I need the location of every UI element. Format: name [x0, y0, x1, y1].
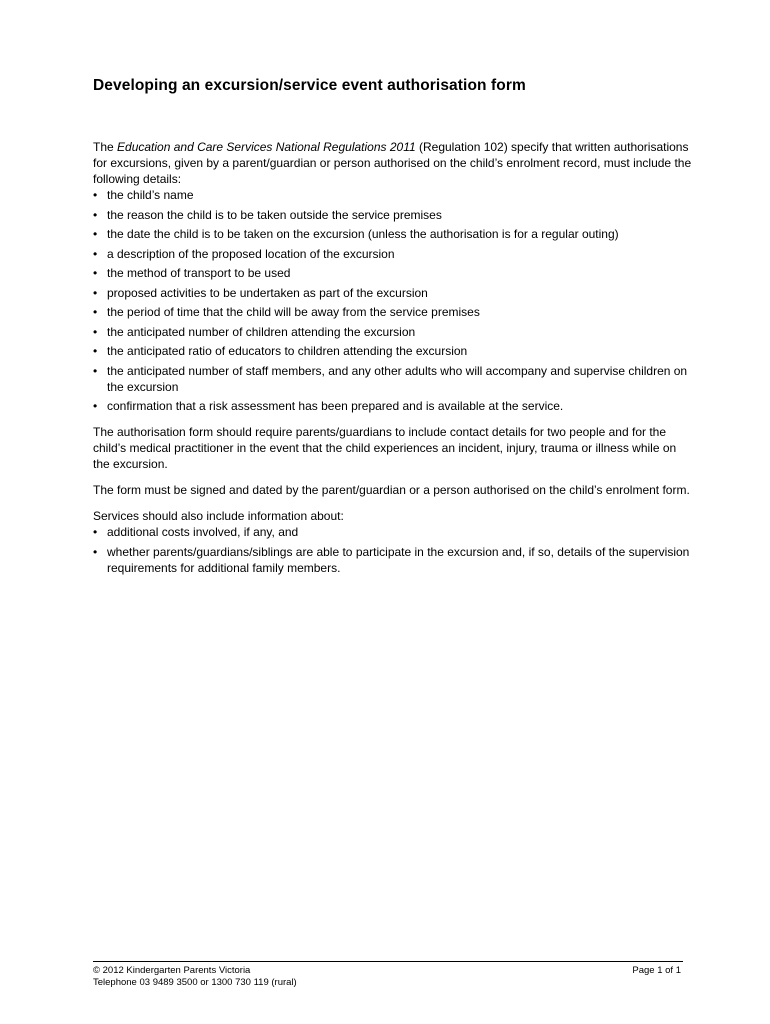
footer-copyright: © 2012 Kindergarten Parents Victoria — [93, 965, 251, 976]
required-details-list — [93, 187, 693, 414]
footer-divider — [93, 961, 683, 962]
list-item: • a description of the proposed location of the excursion — [93, 246, 693, 262]
list-item: • the period of time that the child will be away from the service premises — [93, 304, 693, 320]
signature-paragraph: The form must be signed and dated by the parent/guardian or a person authorised on the child’s enrolment form. — [93, 483, 690, 497]
document-title: Developing an excursion/service event authorisation form — [93, 77, 526, 94]
document-body — [93, 139, 693, 586]
list-item: • the date the child is to be taken on the excursion (unless the authorisation is for a regular outing) — [93, 226, 693, 242]
contact-paragraph: The authorisation form should require parents/guardians to include contact details for two people and for the child’s medical practitioner in the event that the child experiences an incident, injury, trauma or illness while on the excursion. — [93, 425, 677, 471]
regulation-name: Education and Care Services National Regulations 2011 — [117, 140, 416, 154]
footer-telephone: Telephone 03 9489 3500 or 1300 730 119 (rural) — [93, 977, 297, 988]
intro-prefix: The — [93, 140, 118, 154]
list-item: • the reason the child is to be taken outside the service premises — [93, 207, 693, 223]
page-number: Page 1 of 1 — [632, 965, 681, 976]
list-item: • the anticipated number of staff members, and any other adults who will accompany and supervise children on the excursion — [93, 363, 693, 395]
list-item: • the anticipated ratio of educators to children attending the excursion — [93, 343, 693, 359]
list-item: • whether parents/guardians/siblings are able to participate in the excursion and, if so, details of the supervision requirements for additional family members. — [93, 544, 693, 576]
intro-paragraph — [93, 139, 693, 187]
list-item: • additional costs involved, if any, and — [93, 524, 693, 540]
footer-info — [93, 965, 297, 989]
list-item: • the child’s name — [93, 187, 693, 203]
services-list — [93, 524, 693, 576]
list-item: • the anticipated number of children attending the excursion — [93, 324, 693, 340]
list-item: • proposed activities to be undertaken as part of the excursion — [93, 285, 693, 301]
services-intro: Services should also include information about: — [93, 509, 344, 523]
list-item: • the method of transport to be used — [93, 265, 693, 281]
intro-suffix: (Regulation 102) specify that written authorisations for excursions, given by a parent/guardian or person authorised on the child’s enrolment record, must include the following details: — [93, 140, 692, 186]
list-item: • confirmation that a risk assessment has been prepared and is available at the service. — [93, 398, 693, 414]
